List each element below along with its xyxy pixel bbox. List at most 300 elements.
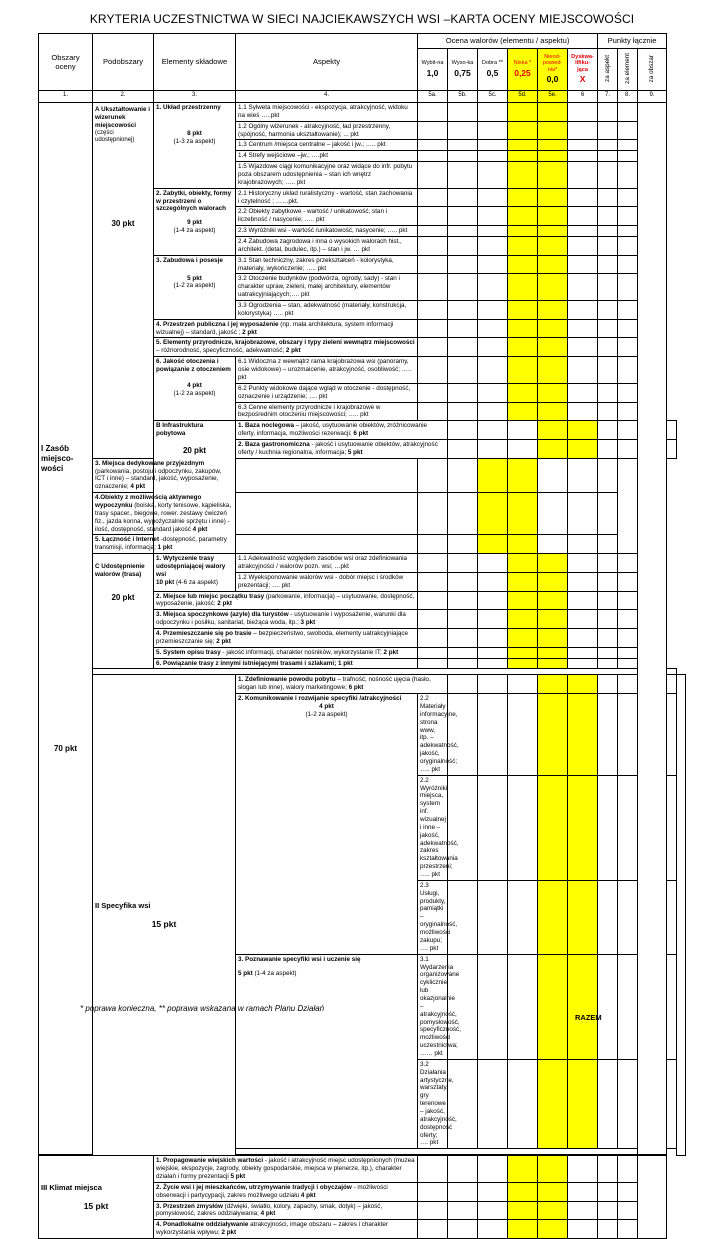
score-cell[interactable] xyxy=(236,535,418,554)
points-cell[interactable] xyxy=(618,775,638,880)
points-cell[interactable] xyxy=(618,1220,638,1239)
score-cell[interactable] xyxy=(538,383,568,402)
score-cell[interactable] xyxy=(508,1182,538,1201)
score-cell[interactable] xyxy=(418,572,448,591)
points-cell[interactable] xyxy=(598,383,618,402)
score-cell[interactable] xyxy=(448,493,478,535)
score-cell[interactable] xyxy=(478,338,508,357)
points-cell[interactable] xyxy=(568,458,598,492)
score-cell[interactable] xyxy=(508,610,538,629)
score-cell[interactable] xyxy=(478,383,508,402)
score-cell[interactable] xyxy=(478,572,508,591)
points-cell[interactable] xyxy=(618,694,638,776)
score-cell[interactable] xyxy=(478,1220,508,1239)
score-cell[interactable] xyxy=(236,458,418,492)
score-cell[interactable] xyxy=(568,383,598,402)
points-cell[interactable] xyxy=(618,647,638,658)
score-cell[interactable] xyxy=(448,103,478,122)
score-cell[interactable] xyxy=(508,301,538,320)
score-cell[interactable] xyxy=(568,647,598,658)
score-cell[interactable] xyxy=(448,274,478,301)
points-cell[interactable] xyxy=(598,493,618,535)
score-cell[interactable] xyxy=(418,554,448,573)
score-cell[interactable] xyxy=(478,675,508,694)
points-cell[interactable] xyxy=(667,775,676,880)
score-cell[interactable] xyxy=(478,255,508,274)
score-cell[interactable] xyxy=(508,647,538,658)
points-cell[interactable] xyxy=(618,439,638,458)
score-cell[interactable] xyxy=(448,591,478,610)
score-cell[interactable] xyxy=(538,658,568,669)
score-cell[interactable] xyxy=(478,103,508,122)
score-cell[interactable] xyxy=(568,188,598,207)
points-cell[interactable] xyxy=(667,880,676,954)
score-cell[interactable] xyxy=(508,1156,538,1183)
score-cell[interactable] xyxy=(448,1220,478,1239)
score-cell[interactable] xyxy=(418,121,448,140)
score-cell[interactable] xyxy=(478,1059,508,1148)
score-cell[interactable] xyxy=(478,274,508,301)
score-cell[interactable] xyxy=(418,458,448,492)
score-cell[interactable] xyxy=(478,647,508,658)
score-cell[interactable] xyxy=(568,338,598,357)
score-cell[interactable] xyxy=(508,658,538,669)
points-cell[interactable] xyxy=(618,151,638,162)
score-cell[interactable] xyxy=(478,1156,508,1183)
score-cell[interactable] xyxy=(418,207,448,226)
score-cell[interactable] xyxy=(448,458,478,492)
score-cell[interactable] xyxy=(598,675,618,694)
score-cell[interactable] xyxy=(418,140,448,151)
score-cell[interactable] xyxy=(478,421,508,440)
points-cell[interactable] xyxy=(598,301,618,320)
score-cell[interactable] xyxy=(418,226,448,237)
points-cell[interactable] xyxy=(618,628,638,647)
score-cell[interactable] xyxy=(508,338,538,357)
score-cell[interactable] xyxy=(538,151,568,162)
points-cell[interactable] xyxy=(598,658,618,669)
score-cell[interactable] xyxy=(508,572,538,591)
points-cell[interactable] xyxy=(618,383,638,402)
points-cell[interactable] xyxy=(568,493,598,535)
points-cell[interactable] xyxy=(618,121,638,140)
score-cell[interactable] xyxy=(418,357,448,384)
score-cell[interactable] xyxy=(568,554,598,573)
points-cell[interactable] xyxy=(598,554,618,573)
points-cell[interactable] xyxy=(667,439,676,458)
score-cell[interactable] xyxy=(448,226,478,237)
score-cell[interactable] xyxy=(598,421,618,440)
points-cell[interactable] xyxy=(598,1182,618,1201)
score-cell[interactable] xyxy=(448,319,478,338)
score-cell[interactable] xyxy=(418,1220,448,1239)
score-cell[interactable] xyxy=(568,151,598,162)
score-cell[interactable] xyxy=(478,535,508,554)
score-cell[interactable] xyxy=(448,207,478,226)
score-cell[interactable] xyxy=(478,1201,508,1220)
score-cell[interactable] xyxy=(478,162,508,189)
score-cell[interactable] xyxy=(418,162,448,189)
score-cell[interactable] xyxy=(448,610,478,629)
score-cell[interactable] xyxy=(508,591,538,610)
score-cell[interactable] xyxy=(598,954,618,1059)
score-cell[interactable] xyxy=(568,207,598,226)
score-cell[interactable] xyxy=(538,1220,568,1239)
score-cell[interactable] xyxy=(418,628,448,647)
score-cell[interactable] xyxy=(508,628,538,647)
score-cell[interactable] xyxy=(448,554,478,573)
points-cell[interactable] xyxy=(598,535,618,554)
score-cell[interactable] xyxy=(538,535,568,554)
points-cell[interactable] xyxy=(598,357,618,384)
points-cell[interactable] xyxy=(618,591,638,610)
score-cell[interactable] xyxy=(508,1201,538,1220)
score-cell[interactable] xyxy=(568,319,598,338)
score-cell[interactable] xyxy=(448,140,478,151)
points-cell[interactable] xyxy=(598,1201,618,1220)
score-cell[interactable] xyxy=(508,439,538,458)
score-cell[interactable] xyxy=(508,319,538,338)
points-cell[interactable] xyxy=(598,458,618,492)
points-cell[interactable] xyxy=(598,1220,618,1239)
score-cell[interactable] xyxy=(508,237,538,256)
points-cell[interactable] xyxy=(598,319,618,338)
score-cell[interactable] xyxy=(568,439,598,458)
points-cell[interactable] xyxy=(618,610,638,629)
score-cell[interactable] xyxy=(418,1201,448,1220)
score-cell[interactable] xyxy=(478,628,508,647)
score-cell[interactable] xyxy=(448,421,478,440)
points-obszar-iii[interactable] xyxy=(638,1156,667,1239)
score-cell[interactable] xyxy=(568,162,598,189)
score-cell[interactable] xyxy=(448,121,478,140)
score-cell[interactable] xyxy=(478,493,508,535)
score-cell[interactable] xyxy=(538,775,568,880)
score-cell[interactable] xyxy=(538,880,568,954)
score-cell[interactable] xyxy=(538,421,568,440)
score-cell[interactable] xyxy=(448,1156,478,1183)
score-cell[interactable] xyxy=(478,121,508,140)
score-cell[interactable] xyxy=(508,103,538,122)
score-cell[interactable] xyxy=(568,1220,598,1239)
points-cell[interactable] xyxy=(667,421,676,440)
score-cell[interactable] xyxy=(568,1182,598,1201)
score-cell[interactable] xyxy=(568,237,598,256)
points-cell[interactable] xyxy=(598,274,618,301)
points-cell[interactable] xyxy=(618,1059,638,1148)
points-cell[interactable] xyxy=(598,103,618,122)
score-cell[interactable] xyxy=(448,658,478,669)
score-cell[interactable] xyxy=(478,237,508,256)
score-cell[interactable] xyxy=(478,591,508,610)
score-cell[interactable] xyxy=(508,775,538,880)
score-cell[interactable] xyxy=(538,572,568,591)
score-cell[interactable] xyxy=(418,255,448,274)
score-cell[interactable] xyxy=(448,402,478,421)
score-cell[interactable] xyxy=(418,274,448,301)
score-cell[interactable] xyxy=(508,954,538,1059)
points-cell[interactable] xyxy=(598,121,618,140)
points-cell[interactable] xyxy=(618,1201,638,1220)
score-cell[interactable] xyxy=(478,207,508,226)
score-cell[interactable] xyxy=(568,954,598,1059)
score-cell[interactable] xyxy=(418,535,448,554)
score-cell[interactable] xyxy=(478,775,508,880)
score-cell[interactable] xyxy=(538,554,568,573)
points-cell[interactable] xyxy=(598,591,618,610)
points-cell[interactable] xyxy=(618,1156,638,1183)
points-cell[interactable] xyxy=(598,255,618,274)
score-cell[interactable] xyxy=(448,439,478,458)
score-cell[interactable] xyxy=(448,357,478,384)
score-cell[interactable] xyxy=(538,162,568,189)
score-cell[interactable] xyxy=(568,591,598,610)
points-cell[interactable] xyxy=(618,402,638,421)
score-cell[interactable] xyxy=(538,237,568,256)
score-cell[interactable] xyxy=(508,694,538,776)
points-cell[interactable] xyxy=(598,338,618,357)
score-cell[interactable] xyxy=(478,458,508,492)
score-cell[interactable] xyxy=(508,140,538,151)
score-cell[interactable] xyxy=(478,402,508,421)
score-cell[interactable] xyxy=(538,338,568,357)
score-cell[interactable] xyxy=(598,694,618,776)
score-cell[interactable] xyxy=(538,591,568,610)
score-cell[interactable] xyxy=(418,383,448,402)
score-cell[interactable] xyxy=(508,554,538,573)
score-cell[interactable] xyxy=(508,162,538,189)
score-cell[interactable] xyxy=(418,493,448,535)
score-cell[interactable] xyxy=(508,535,538,554)
points-cell[interactable] xyxy=(598,226,618,237)
score-cell[interactable] xyxy=(538,121,568,140)
score-cell[interactable] xyxy=(508,402,538,421)
points-cell[interactable] xyxy=(598,647,618,658)
score-cell[interactable] xyxy=(568,357,598,384)
score-cell[interactable] xyxy=(478,151,508,162)
points-cell[interactable] xyxy=(618,162,638,189)
score-cell[interactable] xyxy=(568,675,598,694)
score-cell[interactable] xyxy=(568,880,598,954)
points-cell[interactable] xyxy=(618,554,638,573)
points-cell[interactable] xyxy=(618,237,638,256)
score-cell[interactable] xyxy=(568,1059,598,1148)
points-cell[interactable] xyxy=(618,357,638,384)
points-cell[interactable] xyxy=(618,572,638,591)
score-cell[interactable] xyxy=(538,274,568,301)
score-cell[interactable] xyxy=(538,301,568,320)
score-cell[interactable] xyxy=(448,151,478,162)
score-cell[interactable] xyxy=(418,610,448,629)
score-cell[interactable] xyxy=(508,121,538,140)
score-cell[interactable] xyxy=(538,255,568,274)
score-cell[interactable] xyxy=(448,1059,478,1148)
points-cell[interactable] xyxy=(618,207,638,226)
score-cell[interactable] xyxy=(448,675,478,694)
score-cell[interactable] xyxy=(598,775,618,880)
score-cell[interactable] xyxy=(568,1201,598,1220)
score-cell[interactable] xyxy=(538,954,568,1059)
score-cell[interactable] xyxy=(538,694,568,776)
score-cell[interactable] xyxy=(598,439,618,458)
points-cell[interactable] xyxy=(598,188,618,207)
points-cell[interactable] xyxy=(598,207,618,226)
score-cell[interactable] xyxy=(538,140,568,151)
score-cell[interactable] xyxy=(568,658,598,669)
score-cell[interactable] xyxy=(478,954,508,1059)
score-cell[interactable] xyxy=(508,151,538,162)
score-cell[interactable] xyxy=(508,188,538,207)
score-cell[interactable] xyxy=(568,274,598,301)
score-cell[interactable] xyxy=(598,880,618,954)
score-cell[interactable] xyxy=(508,226,538,237)
points-cell[interactable] xyxy=(618,103,638,122)
score-cell[interactable] xyxy=(538,319,568,338)
score-cell[interactable] xyxy=(448,535,478,554)
score-cell[interactable] xyxy=(508,1220,538,1239)
score-cell[interactable] xyxy=(538,207,568,226)
score-cell[interactable] xyxy=(418,1182,448,1201)
points-cell[interactable] xyxy=(667,694,676,776)
points-cell[interactable] xyxy=(598,151,618,162)
score-cell[interactable] xyxy=(448,572,478,591)
score-cell[interactable] xyxy=(478,301,508,320)
points-cell[interactable] xyxy=(568,535,598,554)
score-cell[interactable] xyxy=(418,402,448,421)
points-cell[interactable] xyxy=(618,301,638,320)
score-cell[interactable] xyxy=(448,338,478,357)
score-cell[interactable] xyxy=(538,1059,568,1148)
score-cell[interactable] xyxy=(478,188,508,207)
score-cell[interactable] xyxy=(478,694,508,776)
score-cell[interactable] xyxy=(538,493,568,535)
score-cell[interactable] xyxy=(538,1156,568,1183)
score-cell[interactable] xyxy=(538,675,568,694)
points-obszar-ii[interactable] xyxy=(676,675,685,1156)
score-cell[interactable] xyxy=(538,103,568,122)
score-cell[interactable] xyxy=(478,140,508,151)
score-cell[interactable] xyxy=(418,188,448,207)
points-cell[interactable] xyxy=(618,421,638,440)
score-cell[interactable] xyxy=(538,357,568,384)
score-cell[interactable] xyxy=(508,383,538,402)
score-cell[interactable] xyxy=(568,226,598,237)
score-cell[interactable] xyxy=(478,610,508,629)
score-cell[interactable] xyxy=(478,880,508,954)
score-cell[interactable] xyxy=(568,610,598,629)
score-cell[interactable] xyxy=(538,1182,568,1201)
score-cell[interactable] xyxy=(478,1182,508,1201)
score-cell[interactable] xyxy=(568,694,598,776)
score-cell[interactable] xyxy=(448,162,478,189)
points-cell[interactable] xyxy=(618,338,638,357)
points-cell[interactable] xyxy=(667,1059,676,1148)
score-cell[interactable] xyxy=(568,140,598,151)
score-cell[interactable] xyxy=(508,1059,538,1148)
points-cell[interactable] xyxy=(618,140,638,151)
score-cell[interactable] xyxy=(538,439,568,458)
points-cell[interactable] xyxy=(598,402,618,421)
points-cell[interactable] xyxy=(618,658,638,669)
points-cell[interactable] xyxy=(667,675,676,694)
score-cell[interactable] xyxy=(508,880,538,954)
score-cell[interactable] xyxy=(478,554,508,573)
score-cell[interactable] xyxy=(418,647,448,658)
points-cell[interactable] xyxy=(598,1156,618,1183)
score-cell[interactable] xyxy=(508,675,538,694)
points-cell[interactable] xyxy=(618,319,638,338)
points-cell[interactable] xyxy=(618,226,638,237)
score-cell[interactable] xyxy=(538,628,568,647)
score-cell[interactable] xyxy=(448,301,478,320)
score-cell[interactable] xyxy=(538,1201,568,1220)
score-cell[interactable] xyxy=(478,226,508,237)
score-cell[interactable] xyxy=(478,658,508,669)
score-cell[interactable] xyxy=(448,628,478,647)
points-cell[interactable] xyxy=(618,1182,638,1201)
score-cell[interactable] xyxy=(568,572,598,591)
score-cell[interactable] xyxy=(508,255,538,274)
score-cell[interactable] xyxy=(508,421,538,440)
score-cell[interactable] xyxy=(418,338,448,357)
score-cell[interactable] xyxy=(538,458,568,492)
score-cell[interactable] xyxy=(448,1201,478,1220)
score-cell[interactable] xyxy=(508,207,538,226)
score-cell[interactable] xyxy=(478,439,508,458)
score-cell[interactable] xyxy=(568,421,598,440)
score-cell[interactable] xyxy=(418,1156,448,1183)
score-cell[interactable] xyxy=(448,237,478,256)
score-cell[interactable] xyxy=(448,647,478,658)
score-cell[interactable] xyxy=(448,880,478,954)
score-cell[interactable] xyxy=(418,319,448,338)
points-cell[interactable] xyxy=(598,610,618,629)
score-cell[interactable] xyxy=(418,301,448,320)
score-cell[interactable] xyxy=(568,628,598,647)
points-cell[interactable] xyxy=(618,274,638,301)
points-cell[interactable] xyxy=(598,162,618,189)
score-cell[interactable] xyxy=(418,658,448,669)
score-cell[interactable] xyxy=(418,237,448,256)
score-cell[interactable] xyxy=(508,274,538,301)
score-cell[interactable] xyxy=(418,103,448,122)
score-cell[interactable] xyxy=(568,301,598,320)
score-cell[interactable] xyxy=(418,151,448,162)
score-cell[interactable] xyxy=(568,121,598,140)
score-cell[interactable] xyxy=(508,458,538,492)
score-cell[interactable] xyxy=(418,591,448,610)
score-cell[interactable] xyxy=(448,1182,478,1201)
score-cell[interactable] xyxy=(448,188,478,207)
score-cell[interactable] xyxy=(508,357,538,384)
points-cell[interactable] xyxy=(618,954,638,1059)
points-cell[interactable] xyxy=(598,572,618,591)
score-cell[interactable] xyxy=(568,775,598,880)
points-cell[interactable] xyxy=(598,140,618,151)
points-cell[interactable] xyxy=(598,237,618,256)
score-cell[interactable] xyxy=(538,647,568,658)
score-cell[interactable] xyxy=(478,319,508,338)
score-cell[interactable] xyxy=(568,255,598,274)
points-cell[interactable] xyxy=(618,880,638,954)
points-cell[interactable] xyxy=(618,255,638,274)
score-cell[interactable] xyxy=(538,188,568,207)
points-cell[interactable] xyxy=(667,954,676,1059)
score-cell[interactable] xyxy=(508,493,538,535)
score-cell[interactable] xyxy=(568,1156,598,1183)
score-cell[interactable] xyxy=(538,610,568,629)
score-cell[interactable] xyxy=(236,493,418,535)
